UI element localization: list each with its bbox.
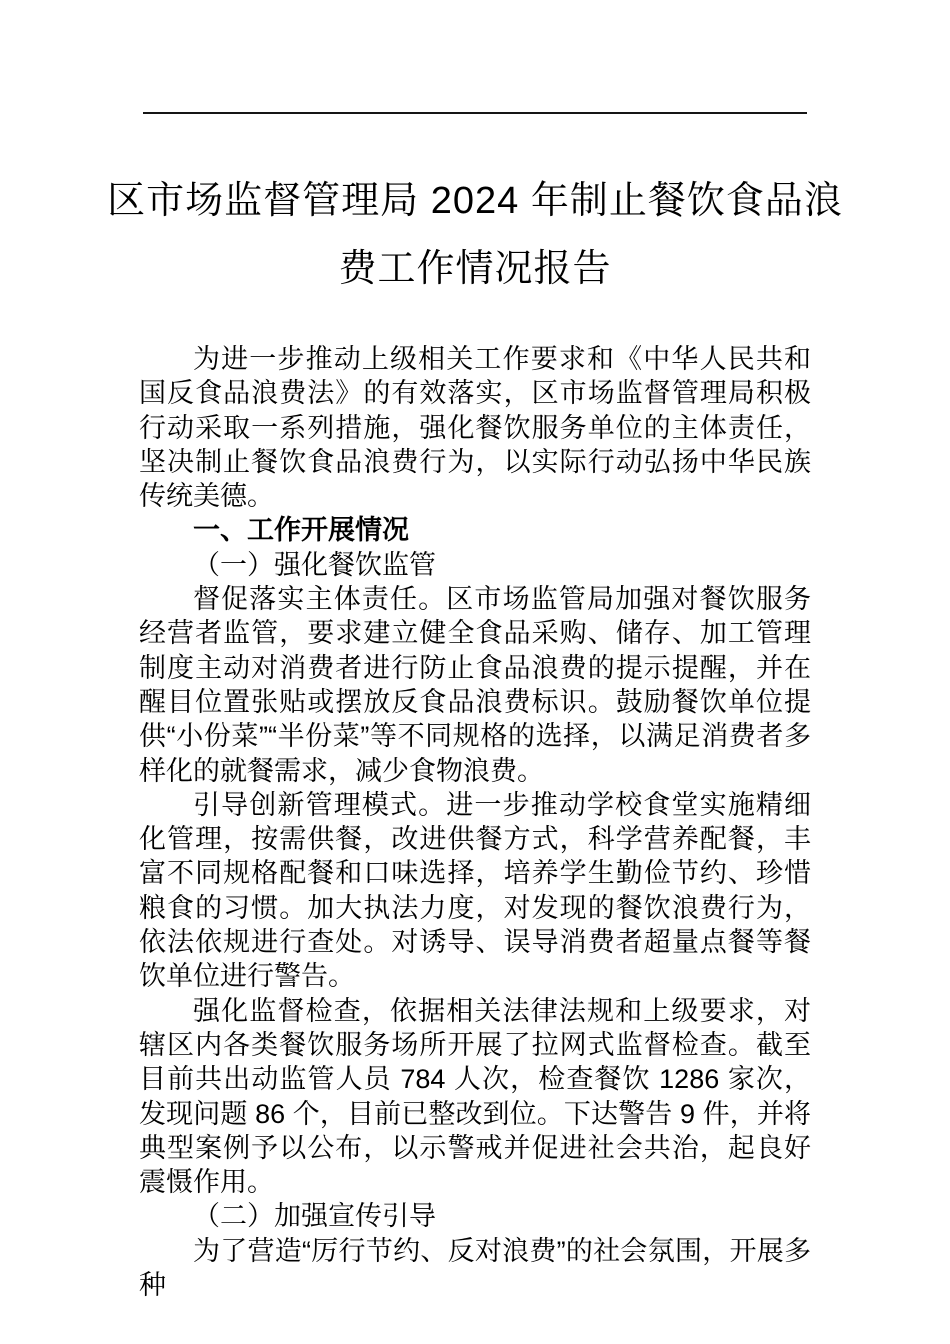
document-body [139, 342, 811, 1302]
paragraph-supervision: 督促落实主体责任。区市场监管局加强对餐饮服务经营者监管，要求建立健全食品采购、储存、加工管理制度主动对消费者进行防止食品浪费的提示提醒，并在醒目位置张贴或摆放反食品浪费标识。鼓励餐饮单位提供“小份菜”“半份菜”等不同规格的选择，以满足消费者多样化的就餐需求，减少食物浪费。 [139, 584, 811, 786]
paragraph-inspection-stats: 强化监督检查，依据相关法律法规和上级要求，对辖区内各类餐饮服务场所开展了拉网式监督检查。截至目前共出动监管人员 784 人次，检查餐饮 1286 家次，发现问题 86 个，目前已整改到位。下达警告 9 件，并将典型案例予以公布，以示警戒并促进社会共治，起良好震慑作用。 [139, 995, 811, 1198]
paragraph-management-model: 引导创新管理模式。进一步推动学校食堂实施精细化管理，按需供餐，改进供餐方式，科学营养配餐，丰富不同规格配餐和口味选择，培养学生勤俭节约、珍惜粮食的习惯。加大执法力度，对发现的餐饮浪费行为，依法依规进行查处。对诱导、误导消费者超量点餐等餐饮单位进行警告。 [139, 789, 811, 992]
paragraph-intro: 为进一步推动上级相关工作要求和《中华人民共和国反食品浪费法》的有效落实，区市场监督管理局积极行动采取一系列措施，强化餐饮服务单位的主体责任，坚决制止餐饮食品浪费行为，以实际行动弘扬中华民族传统美德。 [139, 344, 811, 512]
section-heading-1: 一、工作开展情况 [193, 515, 409, 546]
title-line-2: 费工作情况报告 [338, 248, 612, 290]
title-divider-rule [143, 112, 807, 114]
paragraph-publicity: 为了营造“厉行节约、反对浪费”的社会氛围，开展多种 [139, 1235, 811, 1301]
title-line-1: 区市场监督管理局 2024 年制止餐饮食品浪 [107, 180, 843, 222]
subsection-heading-1-1: （一）强化餐饮监管 [193, 549, 436, 580]
subsection-heading-1-2: （二）加强宣传引导 [193, 1201, 436, 1232]
document-title [0, 167, 950, 303]
